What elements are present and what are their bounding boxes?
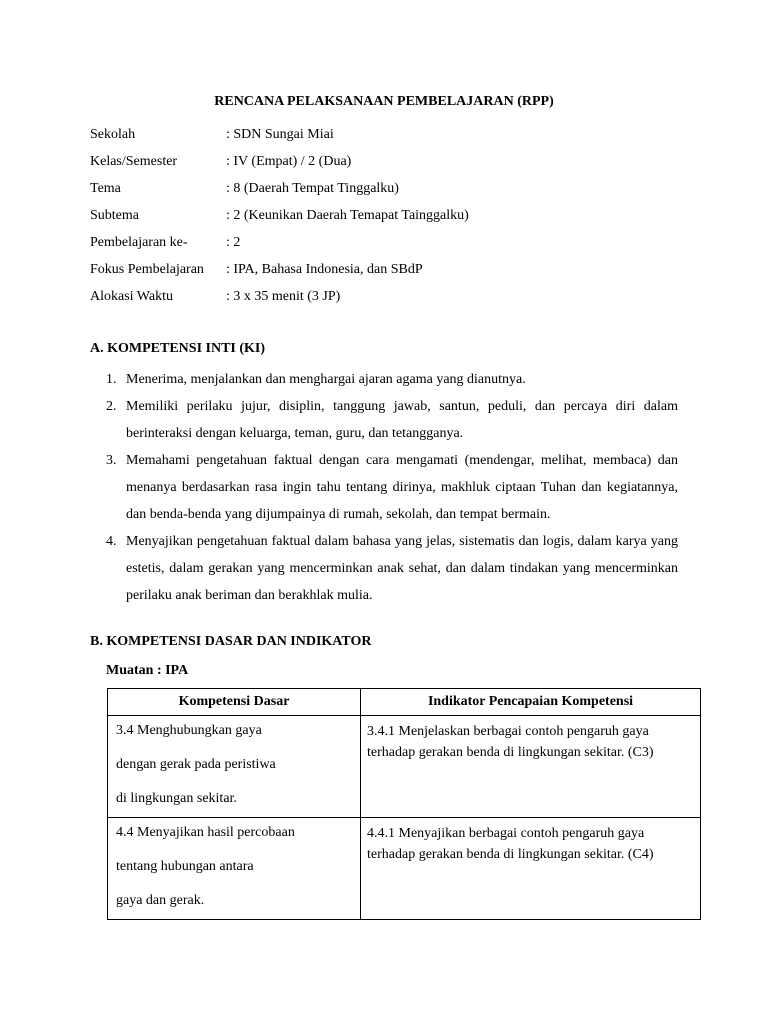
list-text: Memiliki perilaku jujur, disiplin, tanggung jawab, santun, peduli, dan percaya diri dalam berinteraksi dengan keluarga, teman, guru, dan tetangganya.: [126, 399, 678, 441]
list-number: 4.: [106, 534, 117, 549]
info-row-pembelajaran: [90, 235, 469, 262]
info-row-fokus: [90, 262, 469, 289]
info-label: Subtema: [90, 208, 139, 223]
kd-line: 3.4 Menghubungkan gaya: [116, 723, 262, 738]
info-value: : 2 (Keunikan Daerah Temapat Tainggalku): [226, 208, 469, 223]
info-row-sekolah: [90, 127, 469, 154]
kd-cell: [108, 818, 361, 920]
list-item: [106, 393, 678, 447]
info-value: : 2: [226, 235, 241, 250]
info-label: Pembelajaran ke-: [90, 235, 188, 250]
indikator-cell: 4.4.1 Menyajikan berbagai contoh pengaruh gaya terhadap gerakan benda di lingkungan sekitar. (C4): [361, 818, 701, 920]
list-item: [106, 447, 678, 528]
kd-line: tentang hubungan antara: [116, 859, 254, 874]
info-label: Tema: [90, 181, 121, 196]
document-title: RENCANA PELAKSANAAN PEMBELAJARAN (RPP): [214, 94, 554, 109]
section-b-heading: B. KOMPETENSI DASAR DAN INDIKATOR: [90, 634, 372, 649]
info-label: Sekolah: [90, 127, 136, 142]
info-value: : 8 (Daerah Tempat Tinggalku): [226, 181, 399, 196]
table-header-row: [108, 689, 701, 716]
info-value: : 3 x 35 menit (3 JP): [226, 289, 341, 304]
table-row: [108, 716, 701, 818]
list-text: Menerima, menjalankan dan menghargai ajaran agama yang dianutnya.: [126, 372, 526, 387]
info-value: : IPA, Bahasa Indonesia, dan SBdP: [226, 262, 423, 277]
list-text: Memahami pengetahuan faktual dengan cara mengamati (mendengar, melihat, membaca) dan menanya berdasarkan rasa ingin tahu tentang dirinya, makhluk ciptaan Tuhan dan kegiatannya, dan benda-benda yang dijumpainya di rumah, sekolah, dan tempat bermain.: [126, 453, 678, 522]
list-item: [106, 366, 678, 393]
info-value: : IV (Empat) / 2 (Dua): [226, 154, 352, 169]
ki-list: [106, 366, 678, 609]
info-label: Kelas/Semester: [90, 154, 178, 169]
kd-cell: [108, 716, 361, 818]
column-header-indikator: Indikator Pencapaian Kompetensi: [361, 689, 701, 716]
competency-table: [107, 688, 701, 920]
kd-line: 4.4 Menyajikan hasil percobaan: [116, 825, 295, 840]
info-row-subtema: [90, 208, 469, 235]
info-row-tema: [90, 181, 469, 208]
info-label: Fokus Pembelajaran: [90, 262, 204, 277]
column-header-kd: Kompetensi Dasar: [108, 689, 361, 716]
info-row-alokasi: [90, 289, 469, 316]
table-row: [108, 818, 701, 920]
kd-line: dengan gerak pada peristiwa: [116, 757, 276, 772]
muatan-label: Muatan : IPA: [106, 663, 189, 678]
kd-line: di lingkungan sekitar.: [116, 791, 237, 806]
info-row-kelas: [90, 154, 469, 181]
indikator-cell: 3.4.1 Menjelaskan berbagai contoh pengaruh gaya terhadap gerakan benda di lingkungan sekitar. (C3): [361, 716, 701, 818]
list-number: 1.: [106, 372, 117, 387]
list-number: 3.: [106, 453, 117, 468]
info-value: : SDN Sungai Miai: [226, 127, 334, 142]
list-number: 2.: [106, 399, 117, 414]
info-label: Alokasi Waktu: [90, 289, 173, 304]
list-item: [106, 528, 678, 609]
section-a-heading: A. KOMPETENSI INTI (KI): [90, 341, 266, 356]
list-text: Menyajikan pengetahuan faktual dalam bahasa yang jelas, sistematis dan logis, dalam karya yang estetis, dalam gerakan yang mencerminkan anak sehat, dan dalam tindakan yang mencerminkan perilaku anak beriman dan berakhlak mulia.: [126, 534, 678, 603]
kd-line: gaya dan gerak.: [116, 893, 205, 908]
identity-block: [90, 127, 469, 316]
